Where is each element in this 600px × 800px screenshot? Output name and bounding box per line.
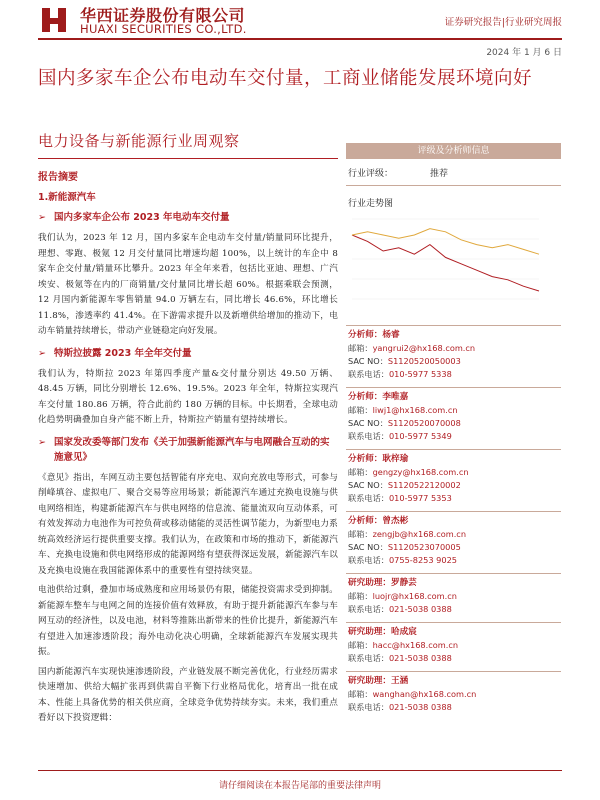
analyst-email-label: 邮箱： xyxy=(348,640,373,650)
arrow-bullet-icon: ➢ xyxy=(38,436,46,448)
analyst-email[interactable] xyxy=(348,590,561,603)
analyst-card xyxy=(346,449,561,511)
analyst-phone-value: 010-5977 5349 xyxy=(388,431,452,441)
analyst-email[interactable] xyxy=(348,528,561,541)
analyst-email-label: 邮箱： xyxy=(348,689,373,699)
analyst-email-label: 邮箱： xyxy=(348,529,373,539)
analyst-name xyxy=(348,329,561,342)
rating-bar: 评级及分析师信息 xyxy=(346,143,561,159)
analyst-email-value: gengzy@hx168.com.cn xyxy=(372,467,469,477)
analyst-name-label: 研究助理： xyxy=(348,578,391,588)
analyst-phone-label: 联系电话： xyxy=(348,604,389,614)
analyst-name-label: 研究助理： xyxy=(348,676,391,686)
analyst-name-value: 哈成宸 xyxy=(390,627,417,637)
block-heading xyxy=(38,433,338,471)
analyst-card xyxy=(346,511,561,573)
analyst-phone xyxy=(348,430,561,443)
analyst-sac-label: SAC NO： xyxy=(348,542,388,552)
analyst-phone xyxy=(348,652,561,665)
trend-chart-svg xyxy=(346,213,561,313)
analyst-sac xyxy=(348,417,561,430)
analyst-name xyxy=(348,626,561,639)
subtitle-divider xyxy=(38,158,338,159)
analyst-phone-value: 021-5038 0388 xyxy=(388,604,452,614)
block-heading-text: 国家发改委等部门发布《关于加强新能源汽车与电网融合互动的实施意见》 xyxy=(54,436,330,463)
analyst-phone-label: 联系电话： xyxy=(348,369,389,379)
header-divider xyxy=(38,38,562,40)
trend-chart xyxy=(346,213,561,313)
analyst-phone-label: 联系电话： xyxy=(348,431,389,441)
analyst-email-label: 邮箱： xyxy=(348,591,373,601)
analyst-name-label: 分析师： xyxy=(348,330,383,340)
analyst-name xyxy=(348,515,561,528)
analyst-phone-value: 0755-8253 9025 xyxy=(388,555,458,565)
analyst-email-value: zengjb@hx168.com.cn xyxy=(372,529,467,539)
industry-rating-row xyxy=(346,159,561,185)
report-header xyxy=(0,0,600,42)
analyst-phone xyxy=(348,554,561,567)
analyst-card xyxy=(346,325,561,387)
chart-series-line xyxy=(352,229,539,255)
company-name-cn: 华西证券股份有限公司 xyxy=(80,6,246,25)
analyst-sac xyxy=(348,541,561,554)
analyst-sac xyxy=(348,479,561,492)
arrow-bullet-icon: ➢ xyxy=(38,347,46,359)
analyst-name xyxy=(348,675,561,688)
analyst-sac-value: S1120523070005 xyxy=(387,542,461,552)
analyst-name-value: 杨睿 xyxy=(382,330,400,340)
analyst-email-value: liwj1@hx168.com.cn xyxy=(372,405,458,415)
analyst-email-value: wanghan@hx168.com.cn xyxy=(372,689,477,699)
analyst-phone-value: 021-5038 0388 xyxy=(388,702,452,712)
analyst-email-label: 邮箱： xyxy=(348,467,373,477)
section-heading: 1.新能源汽车 xyxy=(38,192,96,203)
analyst-email-value: yangrui2@hx168.com.cn xyxy=(372,343,476,353)
summary-label: 报告摘要 xyxy=(38,172,78,183)
analyst-name xyxy=(348,391,561,404)
analyst-email-label: 邮箱： xyxy=(348,343,373,353)
paragraph: 电池供给过剩，叠加市场成熟度和应用场景仍有限，储能投资需求受到抑制。新能源车整车与电网之间的连接价值有效释放，有助于提升新能源汽车参与车网互动的经济性，以及电池，材料等推陈出新带来的性价比提升，新能源汽车有望进入加速渗透阶段；海外电动化决心明确，全球新能源汽车发展实现共振。 xyxy=(38,585,338,657)
analyst-name xyxy=(348,453,561,466)
analyst-list xyxy=(346,325,561,720)
analyst-sac-value: S1120522120002 xyxy=(387,480,461,490)
analyst-name-label: 分析师： xyxy=(348,454,383,464)
analyst-card xyxy=(346,387,561,449)
analyst-email-value: luojr@hx168.com.cn xyxy=(372,591,457,601)
analyst-phone xyxy=(348,603,561,616)
paragraph: 我们认为，特斯拉 2023 年第四季度产量&交付量分别达 49.50 万辆、48.45 万辆，同比分别增长 12.6%、19.5%。2023 年全年，特斯拉实现汽车交付量 180.86 万辆，符合此前约 180 万辆的目标。中长期看，全球电动化趋势明确叠加自身产能不断上升，特斯拉产销量有望持续增长。 xyxy=(38,368,338,425)
report-subtitle: 电力设备与新能源行业周观察 xyxy=(38,132,240,150)
analyst-name-label: 研究助理： xyxy=(348,627,391,637)
analyst-phone xyxy=(348,492,561,505)
industry-rating-label: 行业评级： xyxy=(348,168,394,179)
rating-divider xyxy=(346,185,561,186)
paragraph: 我们认为，2023 年 12 月，国内多家车企电动车交付量/销量同环比提升，理想、零跑、极氪 12 月交付量同比增速均超 100%，以上统计的车企中 8 家车企交付量/销量环比攀升。2023 年全年来看，包括比亚迪、理想、广汽埃安、极氪等在内的厂商销量/交付量同比增长超 60%。根据乘联会预测，12 月国内新能源车零售销量 94.0 万辆左右，同比增长 46.6%，环比增长 11.8%，渗透率约 41.4%。在下游需求提升以及新增供给增加的推动下，电动车销量持续增长，带动产业链稳定向好发展。 xyxy=(38,233,338,336)
analyst-phone-label: 联系电话： xyxy=(348,653,389,663)
summary-column xyxy=(38,168,338,731)
analyst-sac-value: S1120520050003 xyxy=(387,356,461,366)
analyst-email[interactable] xyxy=(348,342,561,355)
chart-series-line xyxy=(352,235,539,291)
analyst-phone-value: 010-5977 5338 xyxy=(388,369,452,379)
analyst-phone-value: 010-5977 5353 xyxy=(388,493,452,503)
analyst-name xyxy=(348,577,561,590)
rating-sidebar xyxy=(346,143,561,720)
huaxi-logo-icon xyxy=(38,4,70,36)
analyst-phone xyxy=(348,701,561,714)
block-heading xyxy=(38,208,338,231)
analyst-sac xyxy=(348,355,561,368)
analyst-phone xyxy=(348,368,561,381)
report-title: 国内多家车企公布电动车交付量，工商业储能发展环境向好 xyxy=(38,68,533,89)
analyst-card xyxy=(346,573,561,622)
block-heading xyxy=(38,344,338,367)
analyst-sac-label: SAC NO： xyxy=(348,356,388,366)
analyst-name-label: 分析师： xyxy=(348,516,383,526)
report-date: 2024 年 1 月 6 日 xyxy=(486,48,562,58)
analyst-card xyxy=(346,622,561,671)
block-heading-text: 特斯拉披露 2023 年全年交付量 xyxy=(54,347,192,359)
analyst-phone-label: 联系电话： xyxy=(348,493,389,503)
analyst-phone-label: 联系电话： xyxy=(348,702,389,712)
analyst-name-value: 李唯嘉 xyxy=(382,392,409,402)
report-type: 证券研究报告|行业研究周报 xyxy=(444,17,562,28)
footer-divider xyxy=(38,770,562,771)
analyst-phone-label: 联系电话： xyxy=(348,555,389,565)
analyst-email[interactable] xyxy=(348,404,561,417)
legal-notice: 请仔细阅读在本报告尾部的重要法律声明 xyxy=(218,781,381,791)
analyst-sac-label: SAC NO： xyxy=(348,418,388,428)
analyst-phone-value: 021-5038 0388 xyxy=(388,653,452,663)
analyst-sac-value: S1120520070008 xyxy=(387,418,461,428)
analyst-email-value: hacc@hx168.com.cn xyxy=(372,640,459,650)
chart-title: 行业走势图 xyxy=(348,199,394,209)
analyst-email[interactable] xyxy=(348,688,561,701)
analyst-name-label: 分析师： xyxy=(348,392,383,402)
analyst-email[interactable] xyxy=(348,639,561,652)
paragraph: 《意见》指出，车网互动主要包括智能有序充电、双向充放电等形式，可参与削峰填谷、虚拟电厂、聚合交易等应用场景；新能源汽车通过充换电设施与供电网络相连，构建新能源汽车与供电网络的信息流、能量流双向互动体系，可有效发挥动力电池作为可控负荷或移动储能的灵活性调节能力，为新型电力系统高效经济运行提供重要支撑。我们认为，在政策和市场的推动下，新能源汽车、充换电设施和供电网络形成的能源网络有望获得深远发展，新能源汽车以及充换电设施在我国能源体系中的重要性有望持续突显。 xyxy=(38,472,338,576)
analyst-name-value: 耿梓瑜 xyxy=(382,454,409,464)
analyst-name-value: 王涵 xyxy=(390,676,409,686)
industry-rating-value: 推荐 xyxy=(430,168,449,179)
analyst-card xyxy=(346,671,561,720)
analyst-name-value: 罗静芸 xyxy=(390,578,417,588)
company-name-en: HUAXI SECURITIES CO.,LTD. xyxy=(80,22,247,36)
analyst-email-label: 邮箱： xyxy=(348,405,373,415)
arrow-bullet-icon: ➢ xyxy=(38,212,46,223)
analyst-sac-label: SAC NO： xyxy=(348,480,388,490)
paragraph: 国内新能源汽车实现快速渗透阶段，产业链发展不断完善优化，行业经历需求快速增加、供给大幅扩张再到供需自平衡下行业格局优化，培育出一批在成本、性能上具备优势的相关供应商，全球竞争优势持续夯实。未来，我们重点看好以下投资逻辑： xyxy=(38,666,338,723)
block-heading-text: 国内多家车企公布 2023 年电动车交付量 xyxy=(54,212,230,223)
analyst-email[interactable] xyxy=(348,466,561,479)
analyst-name-value: 曾杰彬 xyxy=(382,516,409,526)
